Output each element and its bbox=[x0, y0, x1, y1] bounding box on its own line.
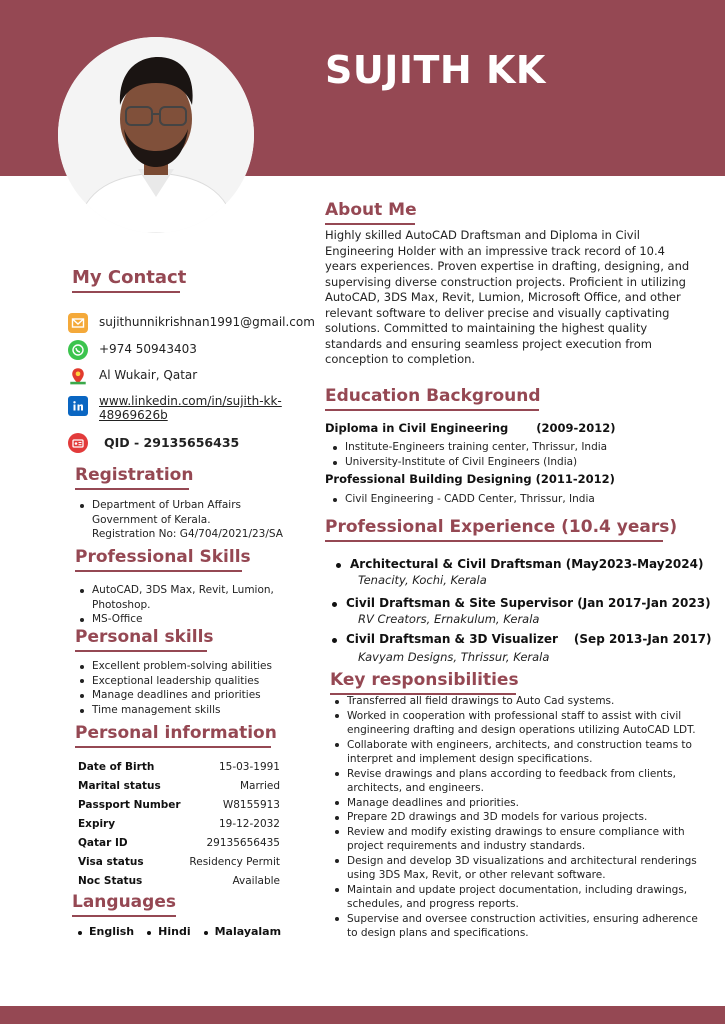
registration-heading: Registration bbox=[75, 465, 193, 490]
list-item: Institute-Engineers training center, Thrissur, India bbox=[328, 440, 607, 455]
personal-skills-heading: Personal skills bbox=[75, 627, 214, 652]
profile-photo bbox=[58, 37, 254, 233]
list-item: Worked in cooperation with professional staff to assist with civil engineering drafting and design operations utilizing AutoCAD LDT. bbox=[330, 709, 700, 738]
responsibilities-list bbox=[330, 694, 700, 941]
list-item: Maintain and update project documentation, including drawings, schedules, and progress reports. bbox=[330, 883, 700, 912]
id-card-icon bbox=[68, 433, 88, 453]
list-item: AutoCAD, 3DS Max, Revit, Lumion, Photoshop. bbox=[75, 583, 285, 612]
contact-location bbox=[68, 366, 197, 386]
language-item: English bbox=[75, 925, 134, 938]
list-item: Prepare 2D drawings and 3D models for various projects. bbox=[330, 810, 700, 825]
job-company: Tenacity, Kochi, Kerala bbox=[358, 573, 487, 587]
list-item: Revise drawings and plans according to feedback from clients, architects, and engineers. bbox=[330, 767, 700, 796]
responsibilities-heading: Key responsibilities bbox=[330, 670, 519, 695]
diploma-title: Diploma in Civil Engineering (2009-2012) bbox=[325, 421, 616, 435]
list-item: Excellent problem-solving abilities bbox=[75, 659, 272, 674]
list-item: Collaborate with engineers, architects, and construction teams to interpret and implement design specifications. bbox=[330, 738, 700, 767]
language-item: Hindi bbox=[144, 925, 190, 938]
job-title: Civil Draftsman & 3D Visualizer (Sep 2013-Jan 2017) bbox=[346, 632, 712, 646]
job-company: Kavyam Designs, Thrissur, Kerala bbox=[358, 650, 550, 664]
contact-linkedin[interactable] bbox=[68, 394, 282, 422]
table-row: Visa status Residency Permit bbox=[78, 855, 280, 868]
personal-skills-list bbox=[75, 659, 272, 717]
about-heading: About Me bbox=[325, 200, 417, 225]
linkedin-link-line1[interactable]: www.linkedin.com/in/sujith-kk- bbox=[99, 394, 282, 408]
list-item: Transferred all field drawings to Auto Cad systems. bbox=[330, 694, 700, 709]
contact-email[interactable] bbox=[68, 313, 315, 333]
education-heading: Education Background bbox=[325, 386, 541, 411]
table-row: Qatar ID 29135656435 bbox=[78, 836, 280, 849]
phone-text: +974 50943403 bbox=[99, 342, 197, 356]
list-item: Exceptional leadership qualities bbox=[75, 674, 272, 689]
about-text: Highly skilled AutoCAD Draftsman and Diploma in Civil Engineering Holder with an impressive track record of 10.4 years experiences. Proven expertise in drafting, designing, and supervising diverse construction projects. Proficient in utilizing AutoCAD, 3DS Max, Revit, Lumion, Microsoft Office, and other relevant software to deliver precise and visually captivating solutions. Committed to maintaining the highest quality standards and ensuring seamless project execution from conception to completion. bbox=[325, 228, 690, 366]
linkedin-icon bbox=[68, 396, 88, 416]
diploma-list bbox=[328, 440, 607, 470]
experience-heading: Professional Experience (10.4 years) bbox=[325, 517, 677, 542]
candidate-name: SUJITH KK bbox=[325, 48, 546, 92]
list-item: Design and develop 3D visualizations and architectural renderings using 3DS Max, Revit, or other relevant software. bbox=[330, 854, 700, 883]
list-item: Civil Engineering - CADD Center, Thrissur, India bbox=[328, 492, 595, 507]
qid-text: QID - 29135656435 bbox=[104, 435, 240, 450]
registration-item: Department of Urban Affairs Government of Kerala. Registration No: G4/704/2021/23/SA bbox=[75, 498, 283, 542]
table-row: Passport Number W8155913 bbox=[78, 798, 280, 811]
professional-skills-list bbox=[75, 583, 285, 627]
contact-heading: My Contact bbox=[72, 267, 186, 293]
list-item: Supervise and oversee construction activities, ensuring adherence to design plans and specifications. bbox=[330, 912, 700, 941]
languages-heading: Languages bbox=[72, 892, 176, 917]
contact-phone[interactable] bbox=[68, 340, 197, 360]
table-row: Noc Status Available bbox=[78, 874, 280, 887]
professional-skills-heading: Professional Skills bbox=[75, 547, 251, 572]
linkedin-link-line2[interactable]: 48969626b bbox=[99, 408, 168, 422]
personal-information-heading: Personal information bbox=[75, 723, 277, 748]
table-row: Date of Birth 15-03-1991 bbox=[78, 760, 280, 773]
email-text: sujithunnikrishnan1991@gmail.com bbox=[99, 315, 315, 329]
personal-information-table bbox=[78, 757, 280, 890]
building-list bbox=[328, 492, 595, 507]
footer-band bbox=[0, 1006, 725, 1024]
list-item: Time management skills bbox=[75, 703, 272, 718]
location-pin-icon bbox=[68, 366, 88, 386]
building-title: Professional Building Designing (2011-2012) bbox=[325, 472, 615, 486]
language-item: Malayalam bbox=[201, 925, 281, 938]
table-row: Marital status Married bbox=[78, 779, 280, 792]
languages-list bbox=[75, 925, 291, 938]
registration-list bbox=[75, 498, 283, 542]
list-item: University-Institute of Civil Engineers (India) bbox=[328, 455, 607, 470]
email-icon bbox=[68, 313, 88, 333]
list-item: MS-Office bbox=[75, 612, 285, 627]
list-item: Manage deadlines and priorities. bbox=[330, 796, 700, 811]
whatsapp-icon bbox=[68, 340, 88, 360]
location-text: Al Wukair, Qatar bbox=[99, 368, 198, 382]
contact-qid bbox=[68, 433, 239, 453]
job-title: Civil Draftsman & Site Supervisor (Jan 2017-Jan 2023) bbox=[346, 596, 711, 610]
list-item: Manage deadlines and priorities bbox=[75, 688, 272, 703]
table-row: Expiry 19-12-2032 bbox=[78, 817, 280, 830]
list-item: Review and modify existing drawings to ensure compliance with project requirements and industry standards. bbox=[330, 825, 700, 854]
job-company: RV Creators, Ernakulum, Kerala bbox=[358, 612, 540, 626]
job-title: Architectural & Civil Draftsman (May2023-May2024) bbox=[350, 557, 704, 571]
